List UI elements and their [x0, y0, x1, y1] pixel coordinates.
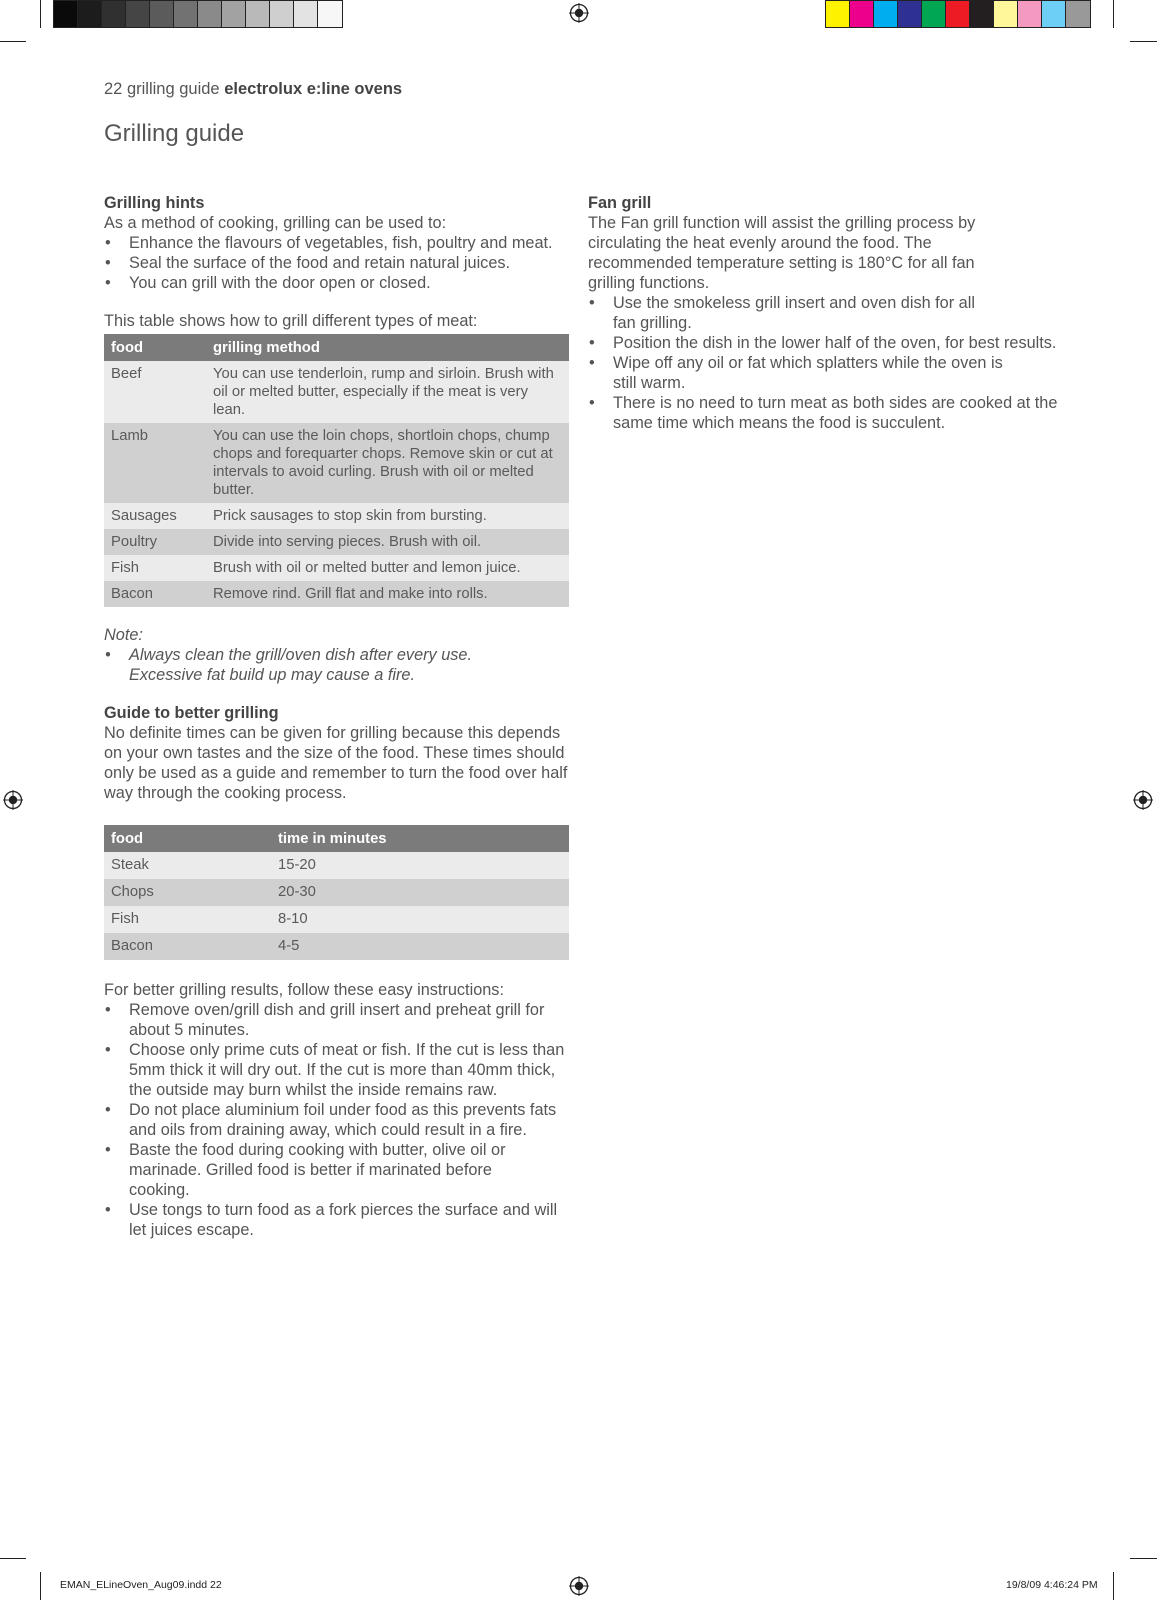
color-swatch [174, 1, 198, 27]
table-cell: Bacon [111, 938, 153, 954]
file-slug: EMAN_ELineOven_Aug09.indd 22 [60, 1579, 222, 1591]
table-intro: This table shows how to grill different types of meat: [104, 312, 478, 330]
color-swatch [898, 1, 922, 27]
color-swatch [946, 1, 970, 27]
crop-mark [0, 1558, 26, 1559]
list-item: • There is no need to turn meat as both sides are cooked at the same time which means the food is succulent. [588, 393, 1058, 433]
fan-grill-heading: Fan grill [588, 194, 652, 212]
list-item: • Remove oven/grill dish and grill insert and preheat grill for about 5 minutes. [104, 1000, 568, 1040]
table-cell: 8-10 [278, 911, 308, 927]
table-cell: 20-30 [278, 884, 316, 900]
grilling-hints-heading: Grilling hints [104, 194, 205, 212]
list-item: • Seal the surface of the food and retain natural juices. [104, 253, 568, 273]
color-swatch [78, 1, 102, 27]
grayscale-color-bar [53, 0, 343, 28]
color-swatch [850, 1, 874, 27]
section-name: grilling guide [126, 80, 220, 98]
column-header: food [111, 830, 144, 847]
color-swatch [1018, 1, 1042, 27]
crop-mark [40, 0, 41, 28]
table-cell: Steak [111, 857, 149, 873]
color-swatch [54, 1, 78, 27]
color-swatch [246, 1, 270, 27]
color-swatch [102, 1, 126, 27]
list-item: • Position the dish in the lower half of the oven, for best results. [588, 333, 1058, 353]
list-item: • Do not place aluminium foil under food as this prevents fats and oils from draining away, which could result in a fire. [104, 1100, 568, 1140]
color-swatch [970, 1, 994, 27]
table-cell: Beef [111, 366, 142, 382]
crop-mark [0, 41, 26, 42]
table-row [104, 581, 569, 607]
color-swatch [222, 1, 246, 27]
table-row [104, 529, 569, 555]
table-row [104, 933, 569, 960]
color-swatch [270, 1, 294, 27]
table-cell: Remove rind. Grill flat and make into rolls. [213, 586, 488, 602]
note-label: Note: [104, 626, 143, 644]
table-cell: You can use the loin chops, shortloin chops, chump chops and forequarter chops. Remove skin or cut at intervals to avoid curling. Brush with oil or melted butter. [213, 428, 553, 498]
fan-grill-list [588, 293, 1058, 433]
crop-mark [1113, 1572, 1114, 1600]
grilling-time-table [104, 825, 569, 960]
grilling-hints-list [104, 233, 568, 293]
table-row [104, 852, 569, 879]
column-header: time in minutes [278, 830, 387, 847]
registration-mark-icon [569, 3, 589, 23]
list-item: • Use the smokeless grill insert and oven dish for all fan grilling. [588, 293, 998, 333]
color-swatch [294, 1, 318, 27]
page-title: Grilling guide [104, 120, 245, 147]
list-item: • Enhance the flavours of vegetables, fish, poultry and meat. [104, 233, 568, 253]
color-swatch [1042, 1, 1066, 27]
table-cell: Prick sausages to stop skin from bursting. [213, 508, 487, 524]
crop-mark [40, 1572, 41, 1600]
table-row [104, 555, 569, 581]
left-column [104, 193, 568, 1240]
date-slug: 19/8/09 4:46:24 PM [1006, 1579, 1098, 1591]
column-header: grilling method [213, 339, 320, 356]
table-cell: Fish [111, 560, 139, 576]
color-swatch [1066, 1, 1090, 27]
color-swatch [994, 1, 1018, 27]
table-cell: Lamb [111, 428, 149, 444]
table-cell: Sausages [111, 508, 177, 524]
tips-intro: For better grilling results, follow these easy instructions: [104, 981, 504, 999]
table-row [104, 503, 569, 529]
registration-mark-icon [1133, 790, 1153, 810]
table-cell: Poultry [111, 534, 158, 550]
list-item: • Always clean the grill/oven dish after every use. Excessive fat build up may cause a fire. [104, 645, 568, 685]
grilling-hints-intro: As a method of cooking, grilling can be used to: [104, 214, 447, 232]
list-item: • Use tongs to turn food as a fork pierces the surface and will let juices escape. [104, 1200, 568, 1240]
crop-mark [1113, 0, 1114, 28]
color-swatch [318, 1, 342, 27]
color-swatch [826, 1, 850, 27]
table-cell: Divide into serving pieces. Brush with oil. [213, 534, 482, 550]
running-head [104, 80, 402, 99]
column-header: food [111, 339, 144, 356]
fan-grill-text: The Fan grill function will assist the grilling process by circulating the heat evenly around the food. The recommended temperature setting is 180°C for all fan grilling functions. [588, 214, 976, 292]
table-cell: 15-20 [278, 857, 316, 873]
right-column [588, 193, 1058, 433]
color-swatch [874, 1, 898, 27]
list-item: • Wipe off any oil or fat which splatters while the oven is still warm. [588, 353, 1023, 393]
table-row [104, 423, 569, 503]
table-row [104, 361, 569, 423]
registration-mark-icon [3, 790, 23, 810]
color-swatch [922, 1, 946, 27]
grilling-method-table [104, 334, 569, 607]
table-row [104, 906, 569, 933]
color-swatch [126, 1, 150, 27]
crop-mark [1130, 1558, 1157, 1559]
registration-mark-icon [569, 1576, 589, 1596]
table-header-row [104, 334, 569, 361]
table-cell: Brush with oil or melted butter and lemon juice. [213, 560, 521, 576]
table-row [104, 879, 569, 906]
list-item: • You can grill with the door open or closed. [104, 273, 568, 293]
process-color-bar [825, 0, 1091, 28]
table-cell: 4-5 [278, 938, 300, 954]
note-list [104, 645, 568, 685]
better-grilling-text: No definite times can be given for grilling because this depends on your own tastes and the size of the food. These times should only be used as a guide and remember to turn the food over half way through the cooking process. [104, 724, 568, 802]
table-cell: Bacon [111, 586, 153, 602]
table-cell: Fish [111, 911, 139, 927]
table-cell: Chops [111, 884, 154, 900]
table-header-row [104, 825, 569, 852]
table-cell: You can use tenderloin, rump and sirloin. Brush with oil or melted butter, especially if the meat is very lean. [213, 366, 554, 418]
crop-mark [1130, 41, 1157, 42]
color-swatch [150, 1, 174, 27]
better-grilling-heading: Guide to better grilling [104, 704, 279, 722]
list-item: • Baste the food during cooking with butter, olive oil or marinade. Grilled food is better if marinated before cooking. [104, 1140, 568, 1200]
color-swatch [198, 1, 222, 27]
page-number: 22 [104, 80, 123, 98]
list-item: • Choose only prime cuts of meat or fish. If the cut is less than 5mm thick it will dry out. If the cut is more than 40mm thick, the outside may burn whilst the inside remains raw. [104, 1040, 568, 1100]
product-name: electrolux e:line ovens [224, 80, 403, 98]
tips-list [104, 1000, 568, 1240]
